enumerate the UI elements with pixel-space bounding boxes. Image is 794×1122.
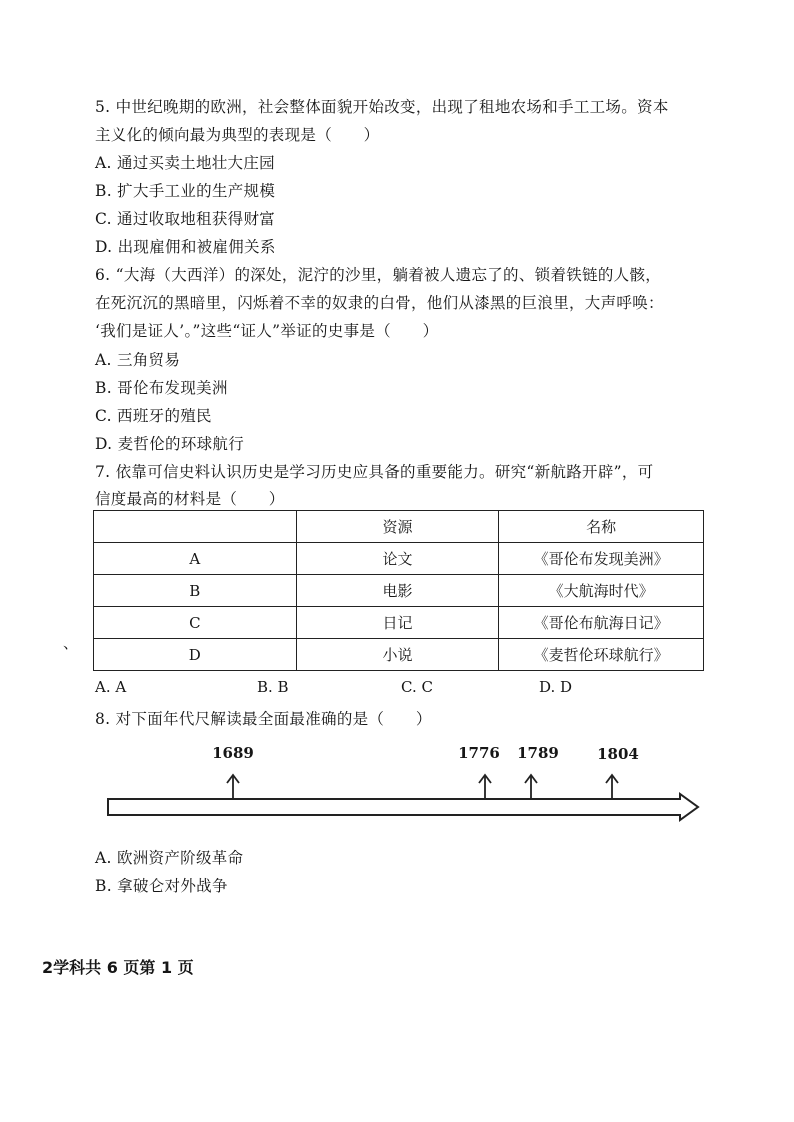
table-cell: A: [94, 543, 297, 575]
table-cell: C: [94, 607, 297, 639]
q6-option-b: B. 哥伦布发现美洲: [95, 379, 228, 397]
table-row: [94, 543, 704, 575]
q7-option-a: A. A: [95, 678, 127, 696]
year-label: 1804: [597, 745, 639, 763]
q5-option-d: D. 出现雇佣和被雇佣关系: [95, 238, 276, 256]
q5-stem-line1: 5. 中世纪晚期的欧洲，社会整体面貌开始改变，出现了租地农场和手工工场。资本: [95, 98, 669, 116]
table-cell: 《麦哲伦环球航行》: [499, 639, 704, 671]
table-cell: D: [94, 639, 297, 671]
q6-stem-line2: 在死沉沉的黑暗里，闪烁着不幸的奴隶的白骨，他们从漆黑的巨浪里，大声呼唤：: [95, 294, 664, 312]
q6-stem-line3: ‘我们是证人’。”这些“证人”举证的史事是（ ）: [95, 322, 439, 340]
year-tick-1804: [597, 745, 639, 798]
timeline-arrow: [108, 794, 698, 820]
year-label: 1789: [517, 744, 559, 762]
table-cell: 小说: [296, 639, 499, 671]
q6-stem-line1: 6. “大海（大西洋）的深处，泥泞的沙里，躺着被人遗忘了的、锁着铁链的人骸，: [95, 266, 662, 284]
table-cell: 日记: [296, 607, 499, 639]
table-row: [94, 607, 704, 639]
source-table: [93, 510, 704, 671]
table-cell: 《哥伦布发现美洲》: [499, 543, 704, 575]
table-cell: 《大航海时代》: [499, 575, 704, 607]
q7-option-d: D. D: [539, 678, 573, 696]
q6-option-c: C. 西班牙的殖民: [95, 407, 212, 425]
table-cell: 论文: [296, 543, 499, 575]
q7-option-b: B. B: [257, 678, 289, 696]
table-cell: 《哥伦布航海日记》: [499, 607, 704, 639]
q8-option-b: B. 拿破仑对外战争: [95, 877, 228, 895]
table-header-cell: 名称: [499, 511, 704, 543]
q6-option-a: A. 三角贸易: [95, 351, 181, 369]
year-label: 1776: [458, 744, 500, 762]
q7-option-c: C. C: [401, 678, 433, 696]
timeline-diagram: [100, 740, 705, 830]
stray-mark: 、: [63, 634, 79, 652]
table-header-cell: 资源: [296, 511, 499, 543]
table-header-row: [94, 511, 704, 543]
table-cell: 电影: [296, 575, 499, 607]
q6-option-d: D. 麦哲伦的环球航行: [95, 435, 245, 453]
q5-option-c: C. 通过收取地租获得财富: [95, 210, 276, 228]
year-tick-1776: [458, 744, 500, 798]
table-cell: B: [94, 575, 297, 607]
year-tick-1789: [517, 744, 559, 798]
q7-stem-line2: 信度最高的材料是（ ）: [95, 490, 285, 508]
q8-stem: 8. 对下面年代尺解读最全面最准确的是（ ）: [95, 710, 432, 728]
q8-option-a: A. 欧洲资产阶级革命: [95, 849, 244, 867]
year-tick-1689: [212, 744, 254, 798]
table-header-cell: [94, 511, 297, 543]
q7-stem-line1: 7. 依靠可信史料认识历史是学习历史应具备的重要能力。研究“新航路开辟”，可: [95, 463, 654, 481]
page-footer: 2学科共 6 页第 1 页: [42, 958, 194, 977]
q5-option-b: B. 扩大手工业的生产规模: [95, 182, 276, 200]
q5-stem-line2: 主义化的倾向最为典型的表现是（ ）: [95, 126, 380, 144]
year-label: 1689: [212, 744, 254, 762]
q5-option-a: A. 通过买卖土地壮大庄园: [95, 154, 275, 172]
table-row: [94, 639, 704, 671]
table-row: [94, 575, 704, 607]
